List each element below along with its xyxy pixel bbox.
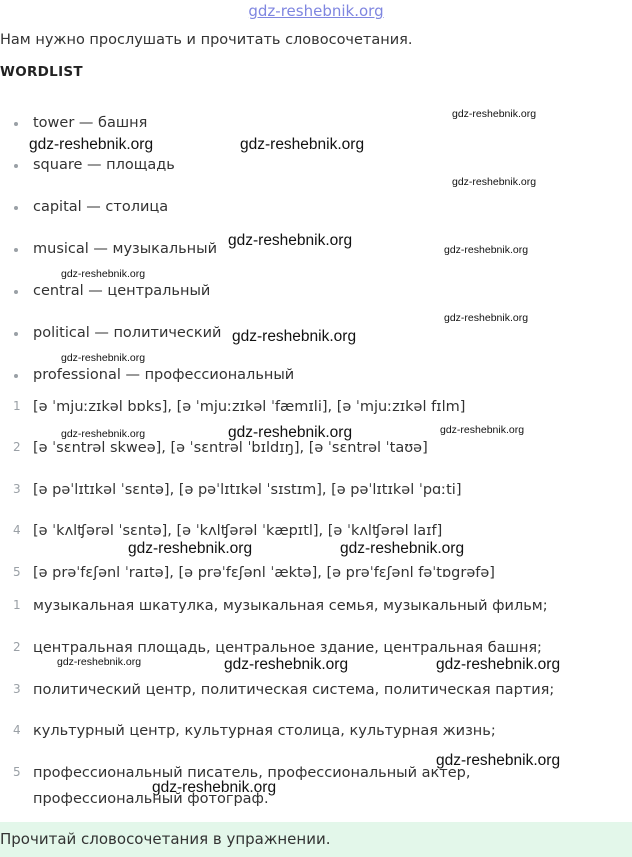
watermark: gdz-reshebnik.org xyxy=(228,424,353,441)
wordlist-heading: WORDLIST xyxy=(0,64,83,80)
watermark: gdz-reshebnik.org xyxy=(440,424,525,436)
watermark: gdz-reshebnik.org xyxy=(228,232,353,249)
bullet-icon xyxy=(14,332,18,336)
watermark: gdz-reshebnik.org xyxy=(224,656,349,673)
watermark: gdz-reshebnik.org xyxy=(436,752,561,769)
site-header-link[interactable]: gdz-reshebnik.org xyxy=(248,2,384,20)
footer-text: Прочитай словосочетания в упражнении. xyxy=(0,830,331,848)
watermark: gdz-reshebnik.org xyxy=(128,540,253,557)
watermark: gdz-reshebnik.org xyxy=(57,656,142,668)
watermark: gdz-reshebnik.org xyxy=(340,540,465,557)
watermark: gdz-reshebnik.org xyxy=(452,176,537,188)
watermark: gdz-reshebnik.org xyxy=(152,779,277,796)
bullet-icon xyxy=(14,206,18,210)
watermark: gdz-reshebnik.org xyxy=(436,656,561,673)
bullet-icon xyxy=(14,248,18,252)
watermark: gdz-reshebnik.org xyxy=(444,244,529,256)
bullet-icon xyxy=(14,122,18,126)
bullet-icon xyxy=(14,164,18,168)
watermark: gdz-reshebnik.org xyxy=(240,136,365,153)
bullet-icon xyxy=(14,290,18,294)
bullet-icon xyxy=(14,374,18,378)
watermark: gdz-reshebnik.org xyxy=(61,268,146,280)
watermark: gdz-reshebnik.org xyxy=(29,136,154,153)
watermark: gdz-reshebnik.org xyxy=(61,428,146,440)
watermark: gdz-reshebnik.org xyxy=(232,328,357,345)
footer-banner xyxy=(0,822,632,857)
intro-text: Нам нужно прослушать и прочитать словосочетания. xyxy=(0,32,413,48)
watermark: gdz-reshebnik.org xyxy=(444,312,529,324)
watermark: gdz-reshebnik.org xyxy=(61,352,146,364)
watermark: gdz-reshebnik.org xyxy=(452,108,537,120)
